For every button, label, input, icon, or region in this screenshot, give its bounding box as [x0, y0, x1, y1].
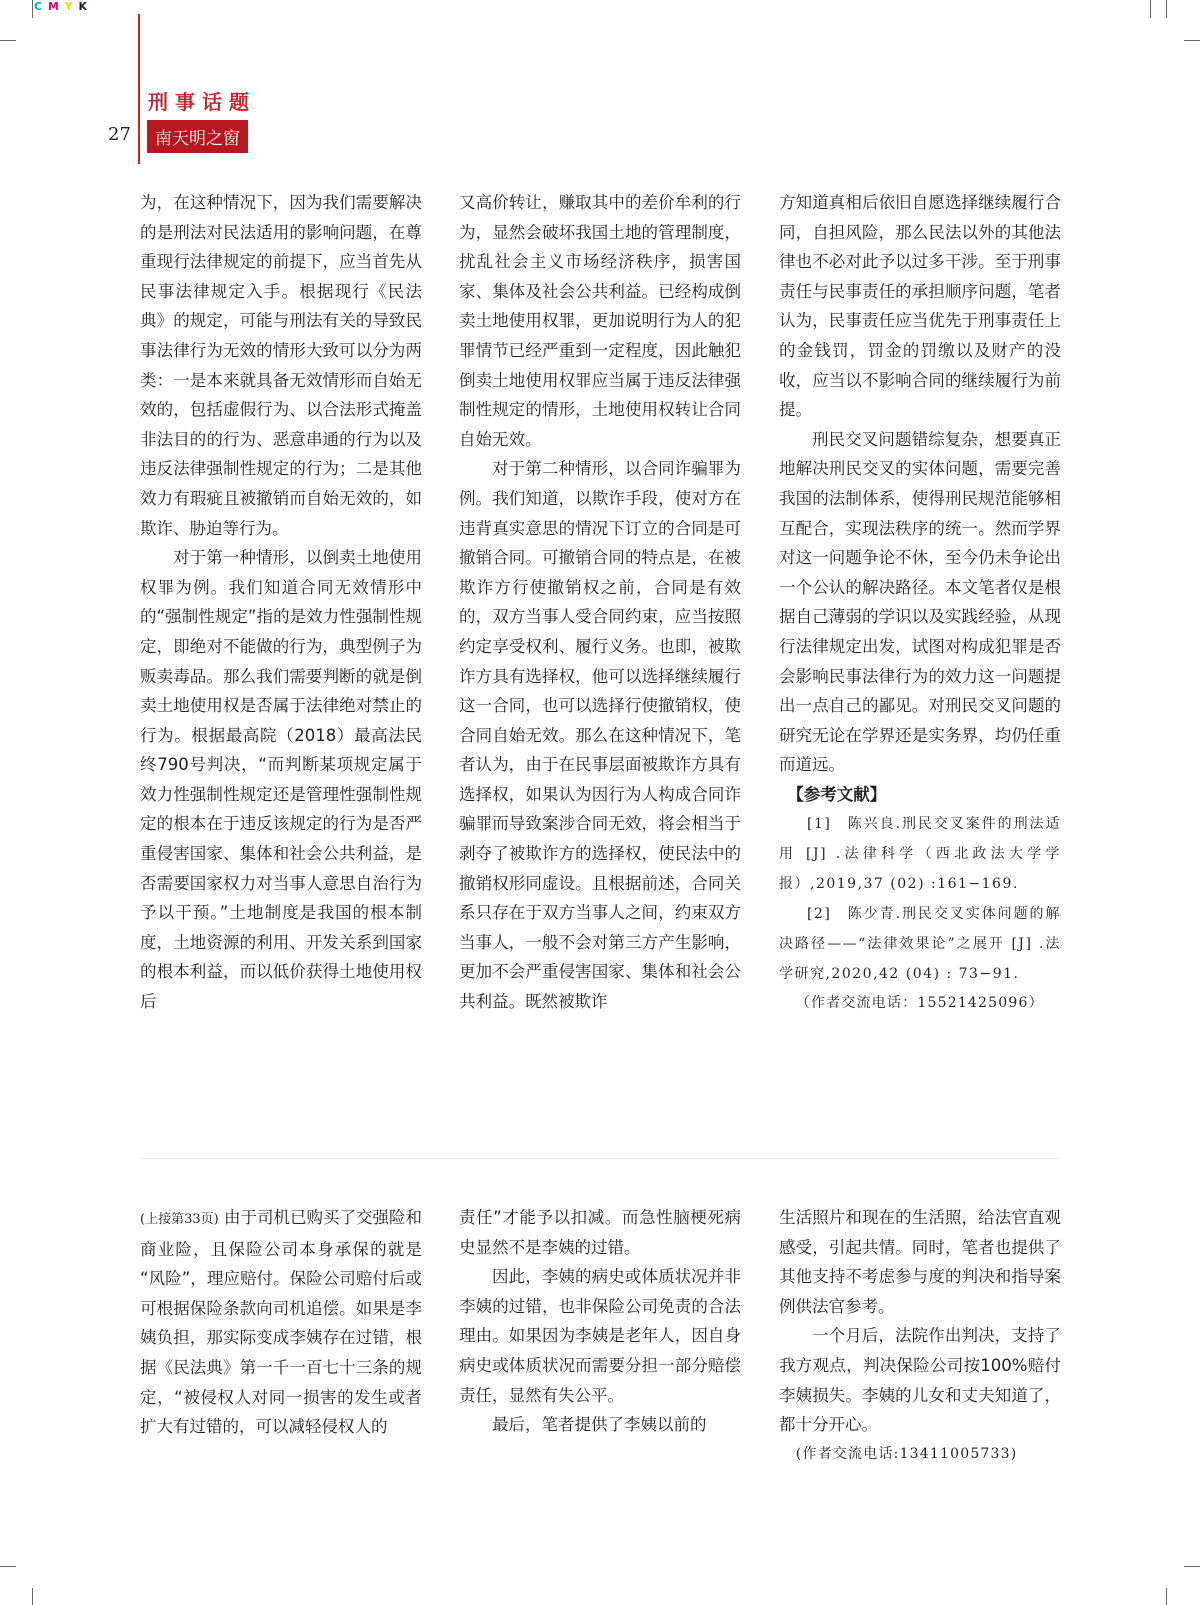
cmyk-color-bar	[34, 0, 88, 13]
paragraph: 因此，李姨的病史或体质状况并非李姨的过错，也非保险公司免责的合法理由。如果因为李姨是老年人，因自身病史或体质状况而需要分担一部分赔偿责任，显然有失公平。	[459, 1267, 741, 1405]
crop-mark	[1166, 1588, 1167, 1605]
crop-mark	[0, 1566, 16, 1567]
paragraph: 又高价转让，赚取其中的差价牟利的行为，显然会破坏我国土地的管理制度，扰乱社会主义市场经济秩序，损害国家、集体及社会公共利益。已经构成倒卖土地使用权罪，更加说明行为人的犯罪情节已经严重到一定程度，因此触犯倒卖土地使用权罪应当属于违反法律强制性规定的情形，土地使用权转让合同自始无效。	[459, 193, 741, 449]
crop-mark	[1184, 40, 1200, 41]
paragraph: 对于第二种情形，以合同诈骗罪为例。我们知道，以欺诈手段，使对方在违背真实意思的情况下订立的合同是可撤销合同。可撤销合同的特点是，在被欺诈方行使撤销权之前，合同是有效的，双方当事人受合同约束，应当按照约定享受权利、履行义务。也即，被欺诈方具有选择权，他可以选择继续履行这一合同，也可以选择行使撤销权，使合同自始无效。那么在这种情况下，笔者认为，由于在民事层面被欺诈方具有选择权，如果认为因行为人构成合同诈骗罪而导致案涉合同无效，将会相当于剥夺了被欺诈方的选择权，使民法中的撤销权形同虚设。且根据前述，合同关系只存在于双方当事人之间，约束双方当事人，一般不会对第三方产生影响，更加不会严重侵害国家、集体和社会公共利益。既然被欺诈	[459, 459, 741, 1012]
paragraph: 生活照片和现在的生活照，给法官直观感受，引起共情。同时，笔者也提供了其他支持不考虑参与度的判决和指导案例供法官参考。	[779, 1208, 1061, 1316]
header-accent-line	[138, 14, 140, 164]
section-title: 刑事话题	[148, 90, 256, 114]
crop-mark	[0, 40, 16, 41]
paragraph: 责任”才能予以扣减。而急性脑梗死病史显然不是李姨的过错。	[459, 1208, 741, 1257]
crop-mark	[1166, 0, 1167, 18]
reference-item: [1] 陈兴良.刑民交叉案件的刑法适用 [J] .法律科学（西北政法大学学报）,2019,37 (02) :161−169.	[779, 816, 1061, 893]
paragraph: 最后，笔者提供了李姨以前的	[492, 1415, 707, 1435]
paragraph: 方知道真相后依旧自愿选择继续履行合同，自担风险，那么民法以外的其他法律也不必对此予以过多干涉。至于刑事责任与民事责任的承担顺序问题，笔者认为，民事责任应当优先于刑事责任上的金钱罚，罚金的罚缴以及财产的没收，应当以不影响合同的继续履行为前提。	[779, 193, 1061, 420]
continued-column-3	[779, 1203, 1061, 1469]
paragraph: 为，在这种情况下，因为我们需要解决的是刑法对民法适用的影响问题，在尊重现行法律规定的前提下，应当首先从民事法律规定入手。根据现行《民法典》的规定，可能与刑法有关的导致民事法律行为无效的情形大致可以分为两类：一是本来就具备无效情形而自始无效的，包括虚假行为、以合法形式掩盖非法目的的行为、恶意串通的行为以及违反法律强制性规定的行为；二是其他效力有瑕疵且被撤销而自始无效的，如欺诈、胁迫等行为。	[140, 193, 422, 538]
cmyk-m: M	[47, 0, 60, 13]
crop-mark	[1184, 1566, 1200, 1567]
continued-from-note: (上接第33页)	[140, 1212, 219, 1227]
paragraph-text: 由于司机已购买了交强险和商业险，且保险公司本身承保的就是 “风险”，理应赔付。保险公司赔付后或可根据保险条款向司机追偿。如果是李姨负担，那实际变成李姨存在过错，根据《民法典》第一千一百七十三条的规定，“被侵权人对同一损害的发生或者扩大有过错的，可以减轻侵权人的	[140, 1208, 423, 1437]
paragraph	[140, 1203, 422, 1442]
page-number: 27	[108, 124, 131, 145]
article-column-1	[140, 188, 422, 1017]
article-column-3	[779, 188, 1061, 1019]
cmyk-k: K	[78, 0, 89, 13]
column-badge: 南天明之窗	[147, 120, 248, 153]
references-title: 【参考文献】	[787, 784, 887, 804]
reference-item: [2] 陈少青.刑民交叉实体问题的解决路径——“法律效果论”之展开 [J] .法学研究,2020,42 (04) : 73−91.	[779, 906, 1061, 983]
article-column-2	[459, 188, 741, 1017]
paragraph: 一个月后，法院作出判决，支持了我方观点，判决保险公司按100%赔付李姨损失。李姨的儿女和丈夫知道了，都十分开心。	[779, 1326, 1061, 1435]
paragraph: 刑民交叉问题错综复杂，想要真正地解决刑民交叉的实体问题，需要完善我国的法制体系，使得刑民规范能够相互配合，实现法秩序的统一。然而学界对这一问题争论不休，至今仍未争论出一个公认的解决路径。本文笔者仅是根据自己薄弱的学识以及实践经验，从现行法律规定出发，试图对构成犯罪是否会影响民事法律行为的效力这一问题提出一点自己的鄙见。对刑民交叉问题的研究无论在学界还是实务界，均仍任重而道远。	[779, 429, 1061, 775]
crop-mark	[1150, 0, 1151, 18]
paragraph: 对于第一种情形，以倒卖土地使用权罪为例。我们知道合同无效情形中的“强制性规定”指的是效力性强制性规定，即绝对不能做的行为，典型例子为贩卖毒品。那么我们需要判断的就是倒卖土地使用权是否属于法律绝对禁止的行为。根据最高院（2018）最高法民终790号判决，“而判断某项规定属于效力性强制性规定还是管理性强制性规定的根本在于违反该规定的行为是否严重侵害国家、集体和社会公共利益，是否需要国家权力对当事人意思自治行为予以干预。”土地制度是我国的根本制度，土地资源的利用、开发关系到国家的根本利益，而以低价获得土地使用权后	[140, 548, 422, 1012]
author-contact: (作者交流电话:13411005733)	[795, 1445, 1018, 1462]
author-contact: （作者交流电话：15521425096）	[795, 995, 1044, 1012]
continued-column-1	[140, 1203, 422, 1442]
crop-mark	[32, 1588, 33, 1605]
cmyk-y: Y	[64, 0, 74, 13]
crop-mark	[32, 0, 33, 18]
continued-column-2	[459, 1203, 741, 1440]
section-divider	[140, 1158, 1060, 1159]
cmyk-c: C	[34, 0, 44, 13]
